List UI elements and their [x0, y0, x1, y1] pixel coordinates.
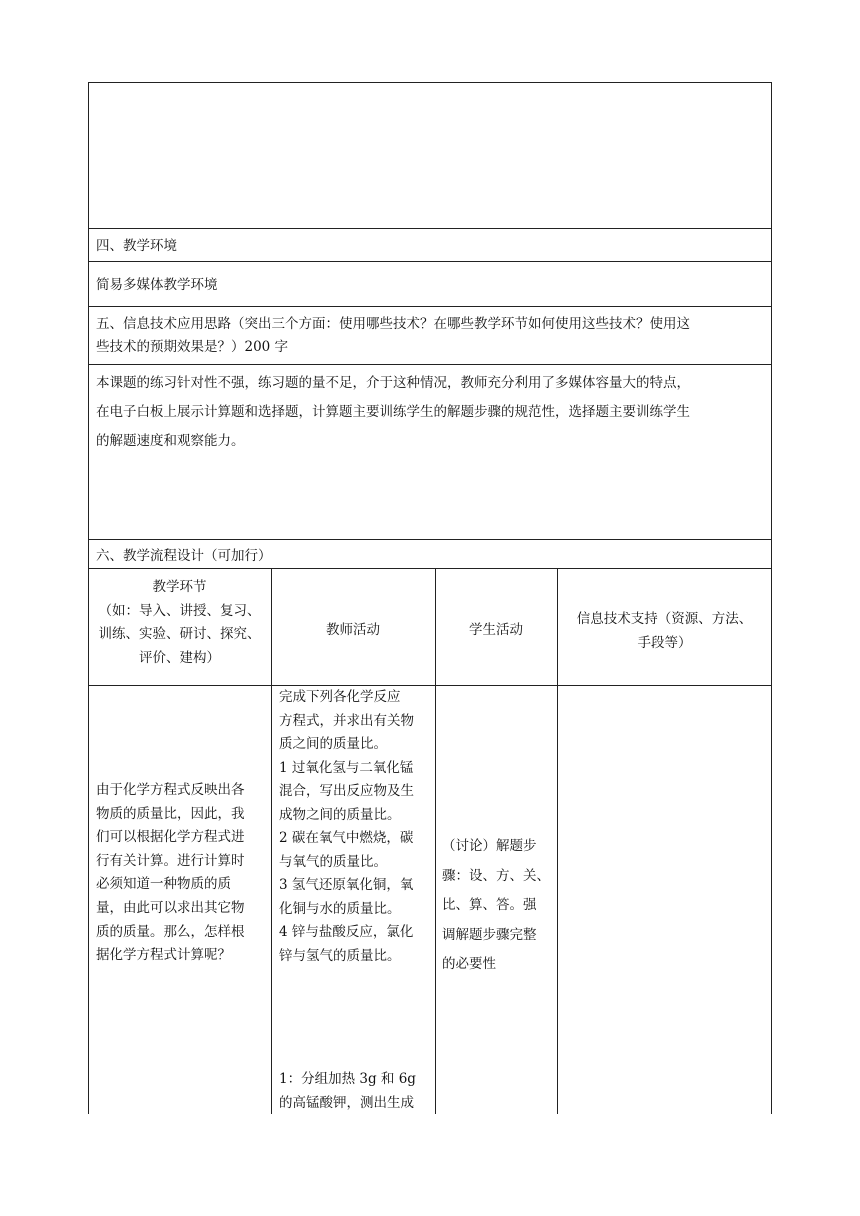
stage-line: 量，由此可以求出其它物 [96, 899, 245, 916]
header-stage [88, 576, 271, 670]
student-line: 的必要性 [442, 956, 496, 972]
student-cell [442, 832, 554, 980]
teacher-line: 混合，写出反应物及生 [279, 783, 414, 799]
teacher-line: 质之间的质量比。 [279, 736, 387, 752]
student-line: 骤：设、方、关、 [442, 867, 550, 884]
teacher-cell-continued [279, 1068, 431, 1115]
column-divider [435, 568, 436, 1114]
header-it-line: 手段等） [637, 635, 692, 651]
stage-line: 质的质量。那么，怎样根 [96, 923, 245, 940]
teacher-line: 化铜与水的质量比。 [279, 900, 401, 917]
flow-heading: 六、教学流程设计（可加行） [96, 548, 272, 564]
it-content-line: 在电子白板上展示计算题和选择题，计算题主要训练学生的解题步骤的规范性，选择题主要训练学生 [96, 404, 690, 420]
stage-cell [96, 779, 266, 968]
stage-line: 物质的质量比，因此，我 [96, 805, 245, 822]
teacher-line: 与氧气的质量比。 [279, 853, 387, 870]
it-content-line: 本课题的练习针对性不强，练习题的量不足，介于这种情况，教师充分利用了多媒体容量大的特点， [96, 375, 690, 391]
it-heading-line: 些技术的预期效果是？）200 字 [96, 339, 289, 355]
header-stage-line: （如：导入、讲授、复习、 [98, 602, 261, 619]
stage-line: 行有关计算。进行计算时 [96, 852, 245, 869]
teacher-line: 的高锰酸钾，测出生成 [279, 1094, 414, 1111]
row-divider [88, 261, 772, 262]
teacher-line: 成物之间的质量比。 [279, 806, 401, 823]
header-teacher: 教师活动 [326, 622, 380, 638]
header-it [557, 607, 772, 655]
teacher-line: 完成下列各化学反应 [279, 689, 401, 705]
row-divider [88, 568, 772, 569]
teacher-line: 锌与氢气的质量比。 [279, 947, 401, 964]
it-heading-line: 五、信息技术应用思路（突出三个方面：使用哪些技术？在哪些教学环节如何使用这些技术？使用这 [96, 316, 690, 332]
it-content-line: 的解题速度和观察能力。 [96, 433, 245, 449]
stage-line: 由于化学方程式反映出各 [96, 782, 245, 798]
it-content [96, 371, 768, 454]
header-stage-line: 教学环节 [152, 579, 207, 595]
teacher-line: 3 氢气还原氧化铜，氧 [279, 877, 414, 893]
it-heading [96, 314, 768, 357]
it-support-cell [558, 686, 771, 1114]
header-stage-line: 训练、实验、研讨、探究、 [98, 626, 261, 642]
env-heading: 四、教学环境 [96, 238, 177, 254]
teacher-line: 1 过氧化氢与二氧化锰 [279, 759, 414, 776]
student-line: 比、算、答。强 [442, 897, 537, 913]
teacher-line: 1：分组加热 3g 和 6g [279, 1071, 416, 1087]
row-divider [88, 364, 772, 365]
stage-line: 据化学方程式计算呢？ [96, 947, 231, 964]
stage-line: 们可以根据化学方程式进 [96, 829, 245, 846]
teacher-line: 2 碳在氧气中燃烧，碳 [279, 830, 414, 846]
header-it-line: 信息技术支持（资源、方法、 [576, 611, 753, 627]
header-stage-line: 评价、建构） [139, 649, 220, 666]
stage-line: 必须知道一种物质的质 [96, 876, 231, 893]
row-divider [88, 228, 772, 229]
row-divider [88, 539, 772, 540]
header-student: 学生活动 [469, 622, 523, 638]
teacher-line: 方程式，并求出有关物 [279, 712, 414, 729]
env-content: 简易多媒体教学环境 [96, 277, 218, 293]
teacher-line: 4 锌与盐酸反应，氯化 [279, 924, 414, 940]
teacher-cell [279, 686, 431, 968]
student-line: （讨论）解题步 [442, 838, 537, 854]
row-divider [88, 306, 772, 307]
column-divider [271, 568, 272, 1114]
student-line: 调解题步骤完整 [442, 926, 537, 943]
